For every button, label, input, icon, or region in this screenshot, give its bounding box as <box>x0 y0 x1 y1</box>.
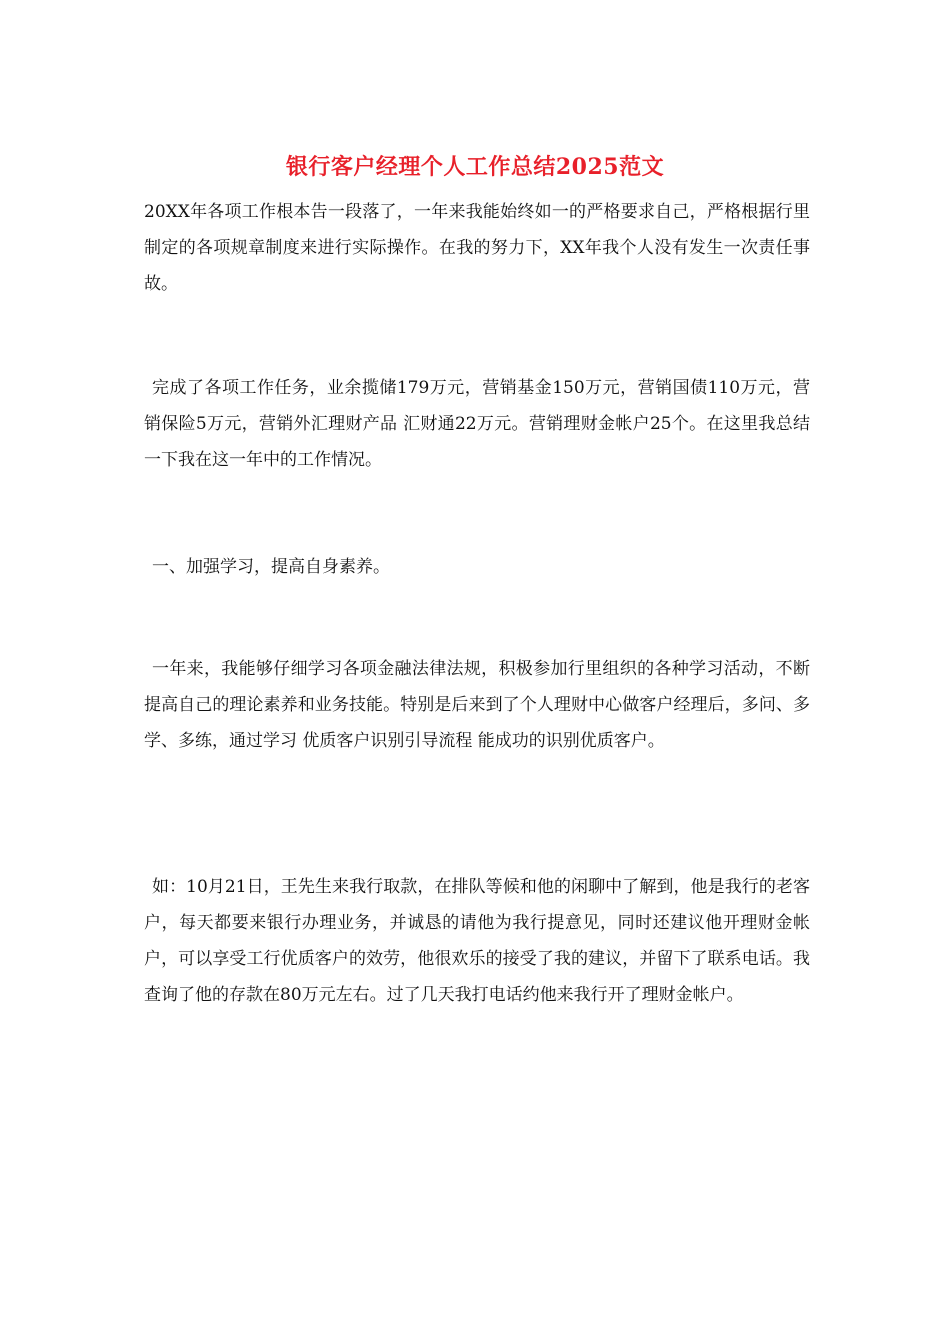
paragraph-study: 一年来，我能够仔细学习各项金融法律法规，积极参加行里组织的各种学习活动，不断提高自己的理论素养和业务技能。特别是后来到了个人理财中心做客户经理后，多问、多学、多练，通过学习 优质客户识别引导流程 能成功的识别优质客户。 <box>144 659 810 751</box>
paragraph-achievements: 完成了各项工作任务，业余揽储179万元，营销基金150万元，营销国债110万元，营销保险5万元，营销外汇理财产品 汇财通22万元。营销理财金帐户25个。在这里我总结一下我在这一年中的工作情况。 <box>144 378 810 470</box>
section-heading-study: 一、加强学习，提高自身素养。 <box>152 557 390 577</box>
document-title: 银行客户经理个人工作总结2025范文 <box>285 154 665 180</box>
paragraph-example: 如：10月21日，王先生来我行取款，在排队等候和他的闲聊中了解到，他是我行的老客户，每天都要来银行办理业务，并诚恳的请他为我行提意见，同时还建议他开理财金帐户，可以享受工行优质客户的效劳，他很欢乐的接受了我的建议，并留下了联系电话。我查询了他的存款在80万元左右。过了几天我打电话约他来我行开了理财金帐户。 <box>144 877 810 1005</box>
paragraph-intro: 20XX年各项工作根本告一段落了，一年来我能始终如一的严格要求自己，严格根据行里制定的各项规章制度来进行实际操作。在我的努力下，XX年我个人没有发生一次责任事故。 <box>144 202 810 294</box>
